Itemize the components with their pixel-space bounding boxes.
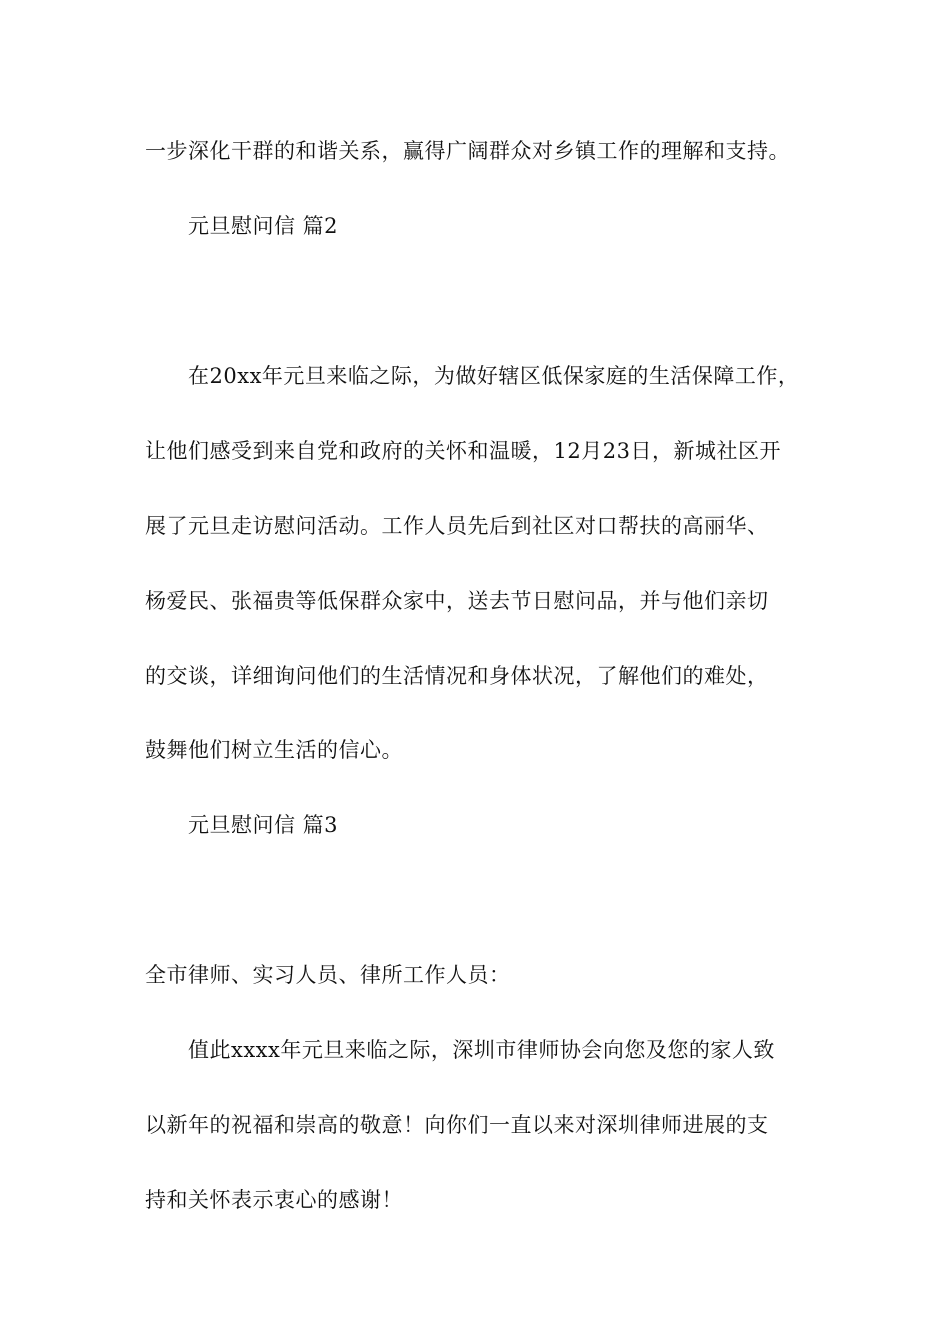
paragraph-line: 值此xxxx年元旦来临之际，深圳市律师协会向您及您的家人致 (188, 1038, 775, 1062)
section-heading: 元旦慰问信 篇2 (188, 214, 339, 238)
paragraph-line: 一步深化干群的和谐关系，赢得广阔群众对乡镇工作的理解和支持。 (145, 139, 790, 163)
paragraph-line: 以新年的祝福和崇高的敬意！向你们一直以来对深圳律师进展的支 (145, 1113, 769, 1137)
paragraph-line: 杨爱民、张福贵等低保群众家中，送去节日慰问品，并与他们亲切 (145, 589, 769, 613)
paragraph-line: 展了元旦走访慰问活动。工作人员先后到社区对口帮扶的高丽华、 (145, 514, 769, 538)
section-heading: 元旦慰问信 篇3 (188, 813, 339, 837)
paragraph-line: 持和关怀表示衷心的感谢！ (145, 1188, 403, 1212)
paragraph-line: 让他们感受到来自党和政府的关怀和温暖，12月23日，新城社区开 (145, 439, 781, 463)
paragraph-line: 在20xx年元旦来临之际，为做好辖区低保家庭的生活保障工作， (188, 364, 800, 388)
paragraph-line: 鼓舞他们树立生活的信心。 (145, 738, 403, 762)
paragraph-line: 的交谈，详细询问他们的生活情况和身体状况，了解他们的难处， (145, 664, 769, 688)
salutation: 全市律师、实习人员、律所工作人员： (145, 963, 511, 987)
